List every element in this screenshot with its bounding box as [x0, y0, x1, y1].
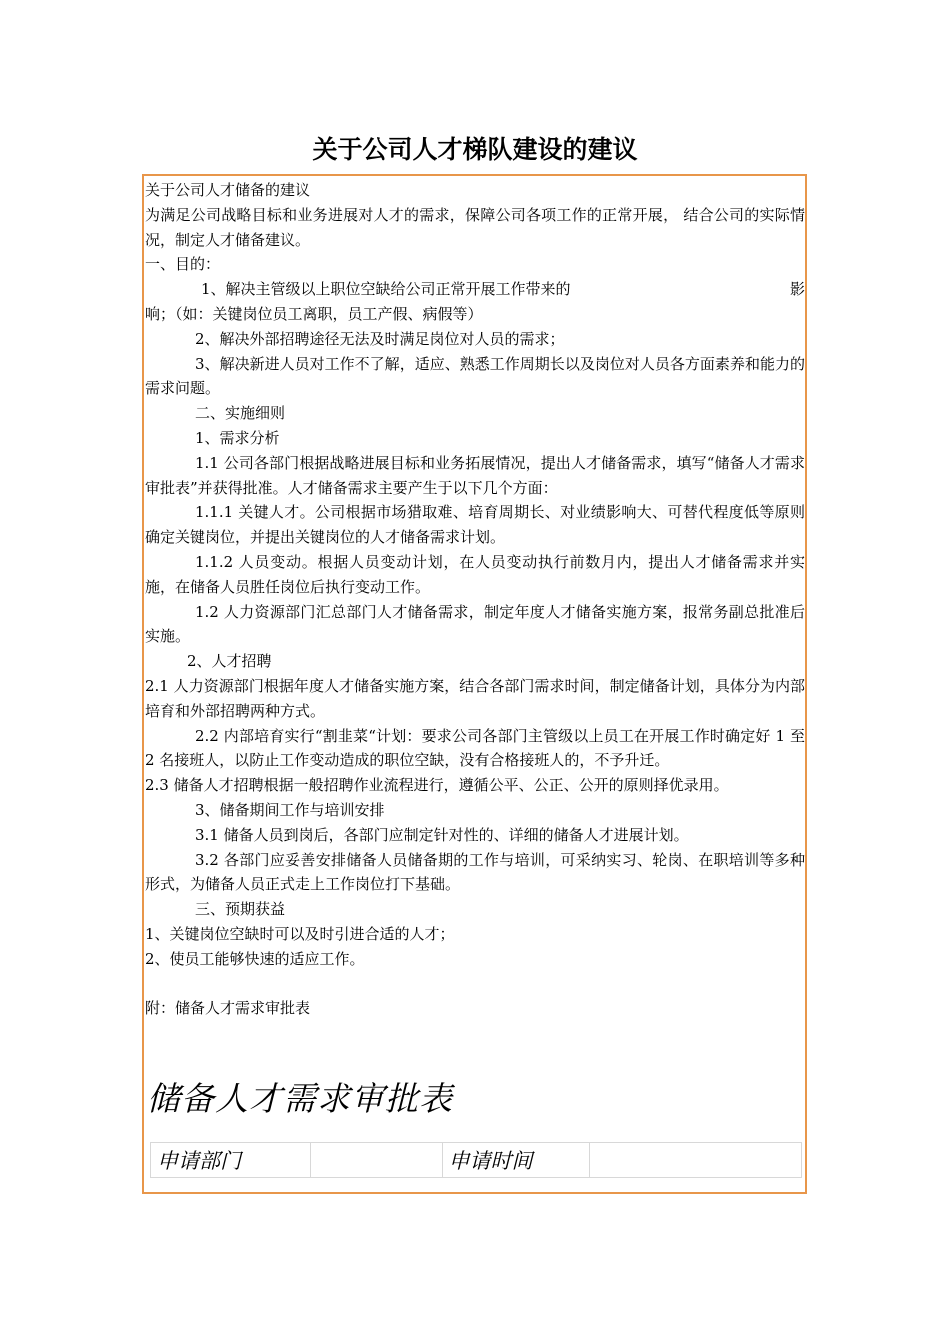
apply-department-label: 申请部门: [151, 1143, 311, 1178]
paragraph: 3.2 各部门应妥善安排储备人员储备期的工作与培训，可采纳实习、轮岗、在职培训等多种形式，为储备人员正式走上工作岗位打下基础。: [145, 850, 805, 894]
paragraph-tail: 影: [789, 280, 805, 299]
paragraph: 3.1 储备人员到岗后，各部门应制定针对性的、详细的储备人才进展计划。: [195, 825, 689, 844]
paragraph: 1.1 公司各部门根据战略进展目标和业务拓展情况，提出人才储备需求，填写“储备人才需求审批表”并获得批准。人才储备需求主要产生于以下几个方面：: [145, 453, 805, 497]
paragraph: 2、解决外部招聘途径无法及时满足岗位对人员的需求；: [195, 329, 565, 348]
paragraph-text: 1、解决主管级以上职位空缺给公司正常开展工作带来的: [201, 280, 571, 299]
apply-time-field[interactable]: [590, 1143, 802, 1178]
paragraph: 二、实施细则: [195, 404, 286, 423]
paragraph: 3、解决新进人员对工作不了解，适应、熟悉工作周期长以及岗位对人员各方面素养和能力的需求问题。: [145, 354, 805, 398]
paragraph: 1、关键岗位空缺时可以及时引进合适的人才；: [145, 924, 455, 943]
paragraph: 1、需求分析: [195, 428, 280, 447]
content-frame: [142, 174, 807, 1194]
apply-time-label: 申请时间: [442, 1143, 590, 1178]
paragraph: 响；（如：关键岗位员工离职，员工产假、病假等）: [145, 304, 483, 323]
paragraph: 2、人才招聘: [187, 652, 272, 671]
paragraph: 附：储备人才需求审批表: [145, 999, 311, 1018]
paragraph: [145, 277, 805, 302]
paragraph: 关于公司人才储备的建议: [145, 181, 311, 199]
paragraph: 2.1 人力资源部门根据年度人才储备实施方案，结合各部门需求时间，制定储备计划，具体分为内部培育和外部招聘两种方式。: [145, 676, 805, 720]
form-title: 储备人才需求审批表: [147, 1079, 453, 1118]
paragraph: 1.1.2 人员变动。根据人员变动计划，在人员变动执行前数月内，提出人才储备需求并实施，在储备人员胜任岗位后执行变动工作。: [145, 552, 805, 596]
apply-department-field[interactable]: [310, 1143, 442, 1178]
paragraph: [145, 972, 805, 997]
paragraph: 1.2 人力资源部门汇总部门人才储备需求，制定年度人才储备实施方案，报常务副总批准后实施。: [145, 602, 805, 646]
paragraph: 3、储备期间工作与培训安排: [195, 800, 385, 819]
paragraph: 2.2 内部培育实行“割韭菜“计划：要求公司各部门主管级以上员工在开展工作时确定好 1 至 2 名接班人，以防止工作变动造成的职位空缺，没有合格接班人的，不予升迁。: [145, 726, 805, 770]
paragraph: 2、使员工能够快速的适应工作。: [145, 949, 365, 968]
paragraph: 为满足公司战略目标和业务进展对人才的需求，保障公司各项工作的正常开展， 结合公司的实际情况，制定人才储备建议。: [145, 205, 805, 249]
document-title: 关于公司人才梯队建设的建议: [312, 135, 638, 164]
paragraph: 三、预期获益: [195, 900, 286, 919]
paragraph: 2.3 储备人才招聘根据一般招聘作业流程进行，遵循公平、公正、公开的原则择优录用。: [145, 776, 729, 795]
form-row: [151, 1143, 802, 1178]
paragraph: 一、目的：: [145, 255, 221, 274]
document-body: [145, 178, 805, 1021]
approval-form-table: [150, 1142, 802, 1178]
paragraph: 1.1.1 关键人才。公司根据市场猎取难、培育周期长、对业绩影响大、可替代程度低等原则确定关键岗位，并提出关键岗位的人才储备需求计划。: [145, 503, 805, 547]
